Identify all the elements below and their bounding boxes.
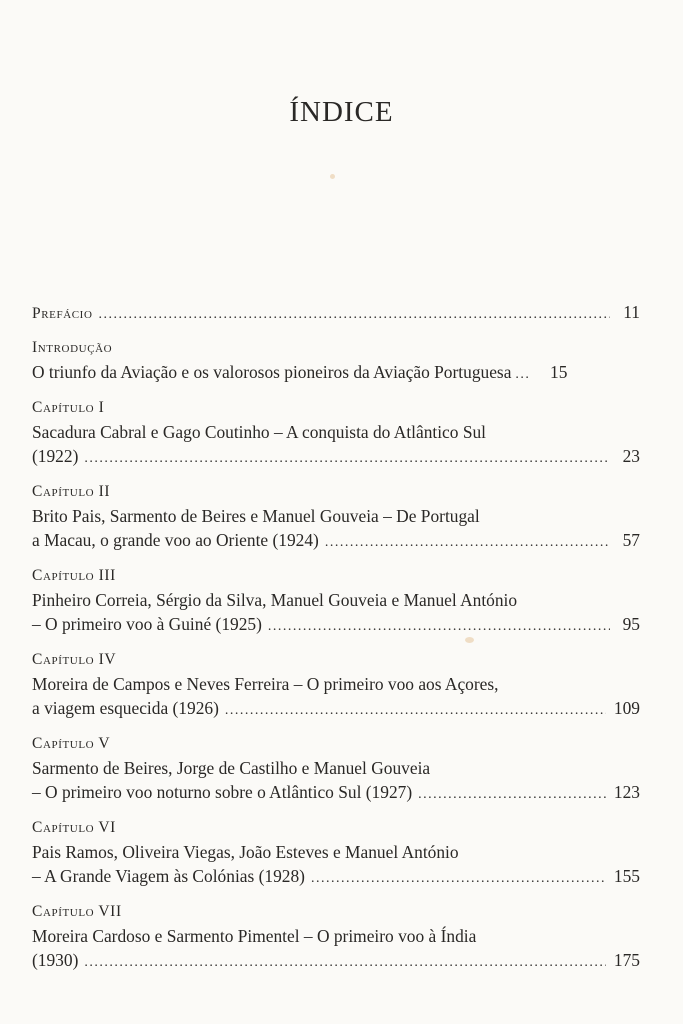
- toc-page-number: 23: [622, 446, 640, 466]
- toc-entry-title: Brito Pais, Sarmento de Beires e Manuel Gouveia – De Portugal: [32, 506, 480, 526]
- toc-entry-title: O triunfo da Aviação e os valorosos pioneiros da Aviação Portuguesa: [32, 362, 512, 382]
- toc-entry-title-cont: – A Grande Viagem às Colónias (1928): [32, 866, 305, 886]
- table-of-contents: [32, 300, 640, 984]
- toc-page-number: 175: [613, 950, 640, 970]
- toc-entry-capitulo-1: [32, 396, 640, 471]
- toc-page-number: 109: [613, 698, 640, 718]
- toc-entry-title: Sacadura Cabral e Gago Coutinho – A conquista do Atlântico Sul: [32, 422, 487, 442]
- toc-entry-title: Moreira de Campos e Neves Ferreira – O primeiro voo aos Açores,: [32, 674, 499, 694]
- toc-entry-title: Pinheiro Correia, Sérgio da Silva, Manuel Gouveia e Manuel António: [32, 590, 518, 610]
- toc-entry-capitulo-7: [32, 900, 640, 975]
- toc-entry-label: Capítulo VII: [32, 903, 122, 920]
- dot-leader: [311, 867, 606, 891]
- toc-page-number: 95: [622, 614, 640, 634]
- toc-entry-label: Introdução: [32, 339, 113, 356]
- toc-entry-title: Pais Ramos, Oliveira Viegas, João Esteves e Manuel António: [32, 842, 459, 862]
- toc-entry-label: Capítulo V: [32, 735, 111, 752]
- paper-speck: [330, 174, 335, 179]
- toc-entry-title-cont: (1930): [32, 950, 79, 970]
- toc-entry-title-cont: – O primeiro voo noturno sobre o Atlântico Sul (1927): [32, 782, 413, 802]
- toc-entry-label: Capítulo III: [32, 567, 116, 584]
- toc-entry-title: Moreira Cardoso e Sarmento Pimentel – O primeiro voo à Índia: [32, 926, 477, 946]
- toc-entry-title-cont: – O primeiro voo à Guiné (1925): [32, 614, 262, 634]
- toc-entry-capitulo-2: [32, 480, 640, 555]
- paper-speck: [465, 637, 474, 643]
- dot-leader: [325, 531, 610, 555]
- toc-entry-title: Sarmento de Beires, Jorge de Castilho e Manuel Gouveia: [32, 758, 431, 778]
- toc-entry-title-cont: a viagem esquecida (1926): [32, 698, 219, 718]
- toc-entry-prefacio: [32, 300, 640, 327]
- toc-entry-label: Capítulo II: [32, 483, 111, 500]
- toc-page-number: 155: [613, 866, 640, 886]
- toc-page-number: 57: [622, 530, 640, 550]
- dot-leader: [418, 783, 606, 807]
- toc-entry-label: Capítulo VI: [32, 819, 116, 836]
- dot-leader: [515, 363, 529, 387]
- toc-page-number: 15: [550, 362, 568, 382]
- toc-entry-capitulo-6: [32, 816, 640, 891]
- toc-entry-label: Capítulo IV: [32, 651, 117, 668]
- toc-entry-title-cont: a Macau, o grande voo ao Oriente (1924): [32, 530, 319, 550]
- toc-entry-capitulo-5: [32, 732, 640, 807]
- toc-entry-capitulo-3: [32, 564, 640, 639]
- page-title: ÍNDICE: [289, 96, 394, 128]
- dot-leader: [225, 699, 606, 723]
- dot-leader: [268, 615, 610, 639]
- toc-entry-label: Prefácio: [32, 305, 93, 322]
- toc-page-number: 11: [623, 302, 640, 322]
- toc-page-number: 123: [613, 782, 640, 802]
- toc-entry-title-cont: (1922): [32, 446, 79, 466]
- dot-leader: [84, 951, 606, 975]
- toc-entry-introducao: [32, 336, 640, 387]
- dot-leader: [84, 447, 610, 471]
- dot-leader: [98, 303, 610, 327]
- toc-entry-label: Capítulo I: [32, 399, 105, 416]
- toc-entry-capitulo-4: [32, 648, 640, 723]
